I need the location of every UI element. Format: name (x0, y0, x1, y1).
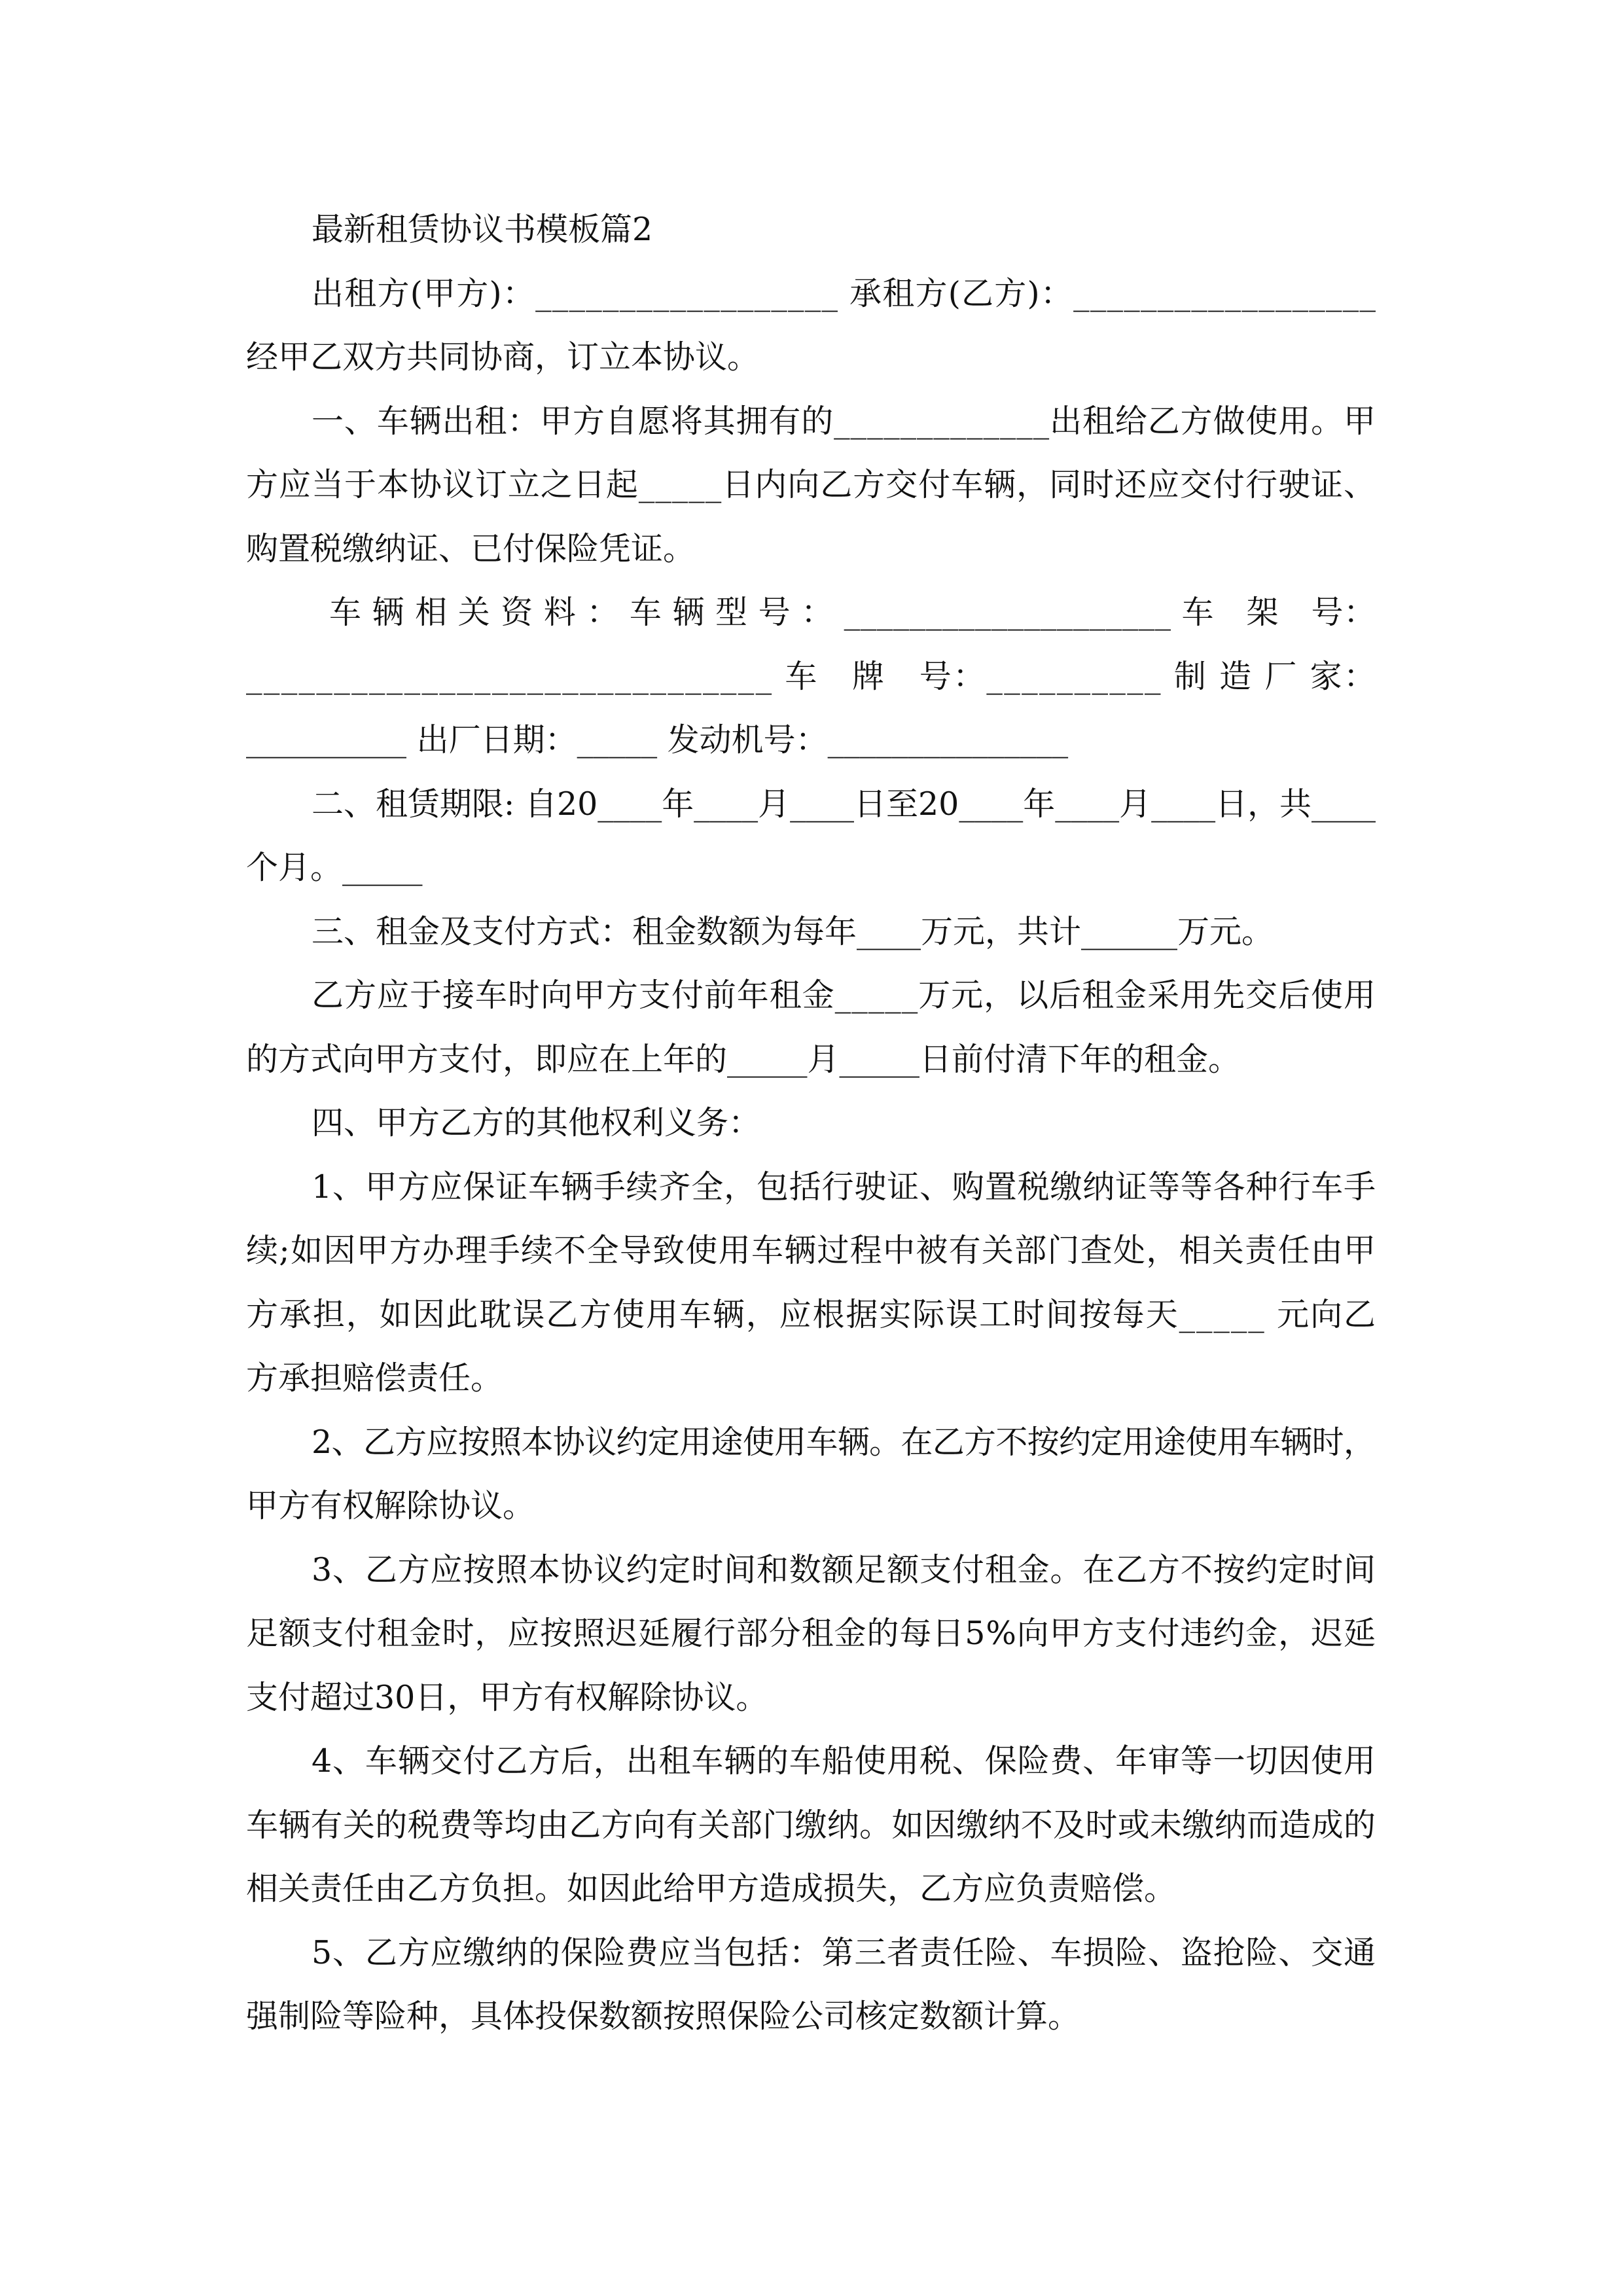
document-line: 出租方(甲方)：__________________ 承租方(乙方)：__________________ (312, 274, 1377, 312)
document-line: __________ 出厂日期：_____ 发动机号：_______________ (246, 721, 1069, 759)
document-line: 2、乙方应按照本协议约定用途使用车辆。在乙方不按约定用途使用车辆时， (312, 1423, 1376, 1461)
document-line: 相关责任由乙方负担。如因此给甲方造成损失，乙方应负责赔偿。 (246, 1870, 1177, 1907)
document-title: 最新租赁协议书模板篇2 (312, 211, 653, 248)
document-line: 方承担赔偿责任。 (246, 1359, 503, 1397)
document-line: 车辆有关的税费等均由乙方向有关部门缴纳。如因缴纳不及时或未缴纳而造成的 (246, 1806, 1376, 1844)
document-line: ______________________________ 车 牌 号：__________ 制 造 厂 家： (246, 657, 1378, 695)
document-line: 车 辆 相 关 资 料 ： 车 辆 型 号 ： ____________________ 车 架 号： (329, 594, 1376, 631)
document-line: 5、乙方应缴纳的保险费应当包括：第三者责任险、车损险、盗抢险、交通 (312, 1933, 1376, 1971)
document-line: 方承担，如因此耽误乙方使用车辆，应根据实际误工时间按每天_____ 元向乙 (246, 1295, 1377, 1333)
document-line: 三、租金及支付方式：租金数额为每年____万元，共计______万元。 (312, 912, 1274, 950)
document-line: 四、甲方乙方的其他权利义务： (312, 1104, 761, 1141)
document-line: 的方式向甲方支付，即应在上年的_____月_____日前付清下年的租金。 (246, 1040, 1241, 1078)
document-line: 一、车辆出租：甲方自愿将其拥有的_____________出租给乙方做使用。甲 (312, 402, 1376, 440)
document-line: 支付超过30日，甲方有权解除协议。 (246, 1678, 768, 1716)
document-line: 二、租赁期限: 自20____年____月____日至20____年____月____日，共____ (312, 785, 1376, 823)
document-line: 3、乙方应按照本协议约定时间和数额足额支付租金。在乙方不按约定时间 (312, 1551, 1376, 1588)
document-line: 甲方有权解除协议。 (246, 1487, 535, 1524)
document-line: 经甲乙双方共同协商，订立本协议。 (246, 338, 760, 376)
document-line: 续;如因甲方办理手续不全导致使用车辆过程中被有关部门查处，相关责任由甲 (246, 1232, 1377, 1269)
document-line: 强制险等险种，具体投保数额按照保险公司核定数额计算。 (246, 1998, 1080, 2035)
document-line: 方应当于本协议订立之日起_____日内向乙方交付车辆，同时还应交付行驶证、 (246, 466, 1376, 503)
document-line: 足额支付租金时，应按照迟延履行部分租金的每日5%向甲方支付违约金，迟延 (246, 1615, 1376, 1652)
document-line: 个月。_____ (246, 849, 423, 886)
document-line: 乙方应于接车时向甲方支付前年租金_____万元，以后租金采用先交后使用 (312, 977, 1376, 1014)
document-line: 购置税缴纳证、已付保险凭证。 (246, 529, 696, 567)
document-line: 1、甲方应保证车辆手续齐全，包括行驶证、购置税缴纳证等等各种行车手 (312, 1168, 1376, 1206)
document-line: 4、车辆交付乙方后，出租车辆的车船使用税、保险费、年审等一切因使用 (312, 1742, 1376, 1780)
